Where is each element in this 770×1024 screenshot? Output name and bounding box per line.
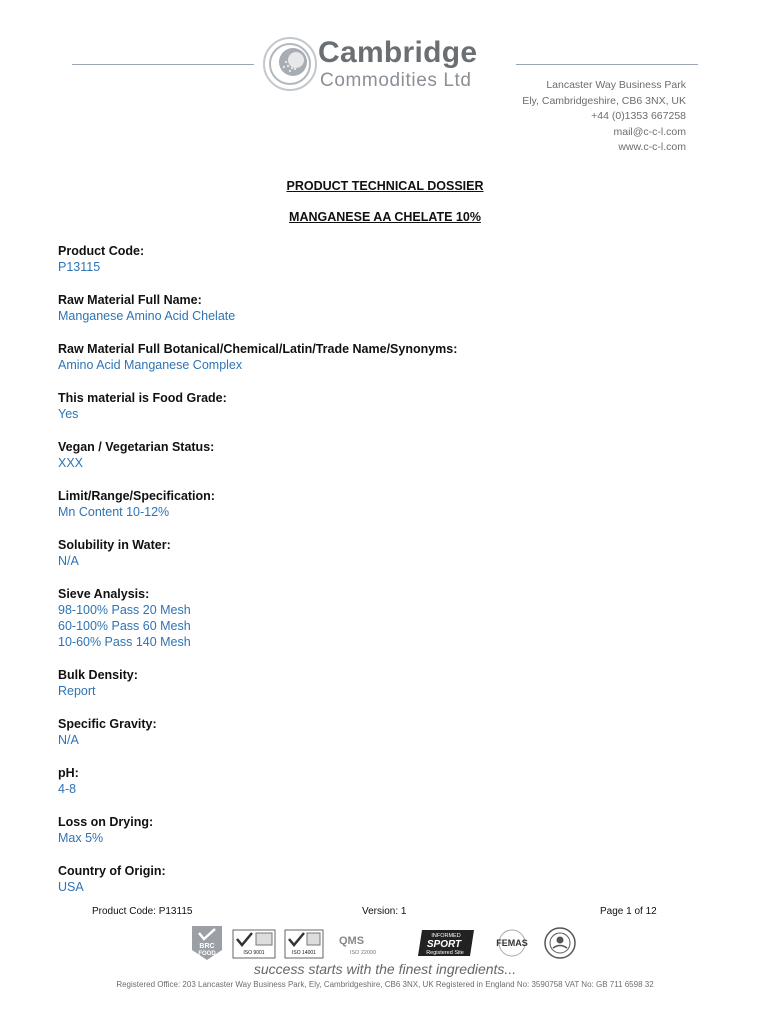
- field-value: Amino Acid Manganese Complex: [58, 358, 243, 372]
- address-line: Ely, Cambridgeshire, CB6 3NX, UK: [522, 94, 686, 107]
- field-label: Bulk Density:: [58, 668, 138, 682]
- qms-label: QMS: [339, 935, 365, 947]
- field-label: Country of Origin:: [58, 864, 166, 878]
- field-value: N/A: [58, 554, 79, 568]
- header-rule-right: [516, 64, 698, 65]
- website-address: www.c-c-l.com: [618, 141, 686, 153]
- field-value: Report: [58, 684, 96, 698]
- field-label: pH:: [58, 766, 79, 780]
- company-subname: Commodities Ltd: [320, 70, 472, 91]
- header-rule-left: [72, 64, 254, 65]
- femas-badge: [490, 928, 534, 958]
- registered-office-info: Registered Office: 203 Lancaster Way Business Park, Ely, Cambridgeshire, CB6 3NX, UK Registered in England No: 3590758 VAT No: GB 711 6598 32: [116, 980, 654, 989]
- registered-site-label: Registered Site: [426, 950, 464, 956]
- footer-page-number: Page 1 of 12: [600, 906, 657, 917]
- field-label: Solubility in Water:: [58, 538, 171, 552]
- certification-badges: [190, 924, 580, 964]
- sport-label: SPORT: [426, 939, 462, 950]
- field-label: Vegan / Vegetarian Status:: [58, 440, 215, 454]
- food-label: FOOD: [198, 951, 216, 957]
- field-value: 4-8: [58, 782, 77, 796]
- product-title: MANGANESE AA CHELATE 10%: [289, 210, 481, 224]
- soil-association-icon: [542, 926, 578, 960]
- field-value: 10-60% Pass 140 Mesh: [58, 635, 191, 649]
- field-specification: [58, 488, 708, 520]
- iso-22000-label: ISO 22000: [349, 950, 377, 956]
- field-value: N/A: [58, 733, 79, 747]
- field-solubility: [58, 537, 708, 569]
- email-address: mail@c-c-l.com: [613, 125, 686, 138]
- brc-food-badge: [190, 924, 224, 962]
- footer-version: Version: 1: [362, 906, 407, 917]
- company-logo: [260, 36, 510, 92]
- iso-14001-label: ISO 14001: [292, 950, 316, 956]
- document-title: PRODUCT TECHNICAL DOSSIER: [286, 179, 484, 193]
- field-value: Max 5%: [58, 831, 104, 845]
- field-value: Mn Content 10-12%: [58, 505, 170, 519]
- field-value: Manganese Amino Acid Chelate: [58, 309, 236, 323]
- product-fields: [58, 243, 708, 912]
- field-label: Specific Gravity:: [58, 717, 157, 731]
- field-ph: [58, 765, 708, 797]
- informed-sport-badge: [418, 928, 476, 958]
- field-synonyms: [58, 341, 708, 373]
- field-value: USA: [58, 880, 84, 894]
- field-specific-gravity: [58, 716, 708, 748]
- field-raw-material-name: [58, 292, 708, 324]
- field-value: XXX: [58, 456, 84, 470]
- field-sieve-analysis: [58, 586, 708, 650]
- field-vegan-status: [58, 439, 708, 471]
- field-loss-on-drying: [58, 814, 708, 846]
- iso-9001-label: ISO 9001: [243, 950, 265, 956]
- field-value: Yes: [58, 407, 79, 421]
- field-label: Product Code:: [58, 244, 145, 258]
- qms-iso22000-badge: [336, 930, 390, 958]
- company-tagline: success starts with the finest ingredients...: [253, 961, 517, 977]
- field-value: 98-100% Pass 20 Mesh: [58, 603, 191, 617]
- field-label: Sieve Analysis:: [58, 587, 150, 601]
- field-bulk-density: [58, 667, 708, 699]
- address-line: Lancaster Way Business Park: [546, 79, 686, 91]
- field-label: Raw Material Full Name:: [58, 293, 202, 307]
- field-country-of-origin: [58, 863, 708, 895]
- company-address: [522, 78, 686, 156]
- company-name: Cambridge: [318, 36, 478, 69]
- phone-number: +44 (0)1353 667258: [591, 110, 686, 122]
- footer-product-code: Product Code: P13115: [92, 906, 193, 917]
- field-label: Raw Material Full Botanical/Chemical/Latin/Trade Name/Synonyms:: [58, 342, 458, 356]
- field-label: This material is Food Grade:: [58, 391, 227, 405]
- iso-14001-badge: [284, 929, 324, 959]
- globe-icon: [260, 36, 320, 92]
- field-product-code: [58, 243, 708, 275]
- field-value: P13115: [58, 260, 101, 274]
- informed-label: INFORMED: [431, 933, 461, 939]
- field-label: Loss on Drying:: [58, 815, 154, 829]
- field-label: Limit/Range/Specification:: [58, 489, 215, 503]
- iso-9001-badge: [232, 929, 276, 959]
- field-food-grade: [58, 390, 708, 422]
- brc-label: BRC: [199, 943, 215, 950]
- field-value: 60-100% Pass 60 Mesh: [58, 619, 191, 633]
- femas-label: FEMAS: [496, 938, 528, 948]
